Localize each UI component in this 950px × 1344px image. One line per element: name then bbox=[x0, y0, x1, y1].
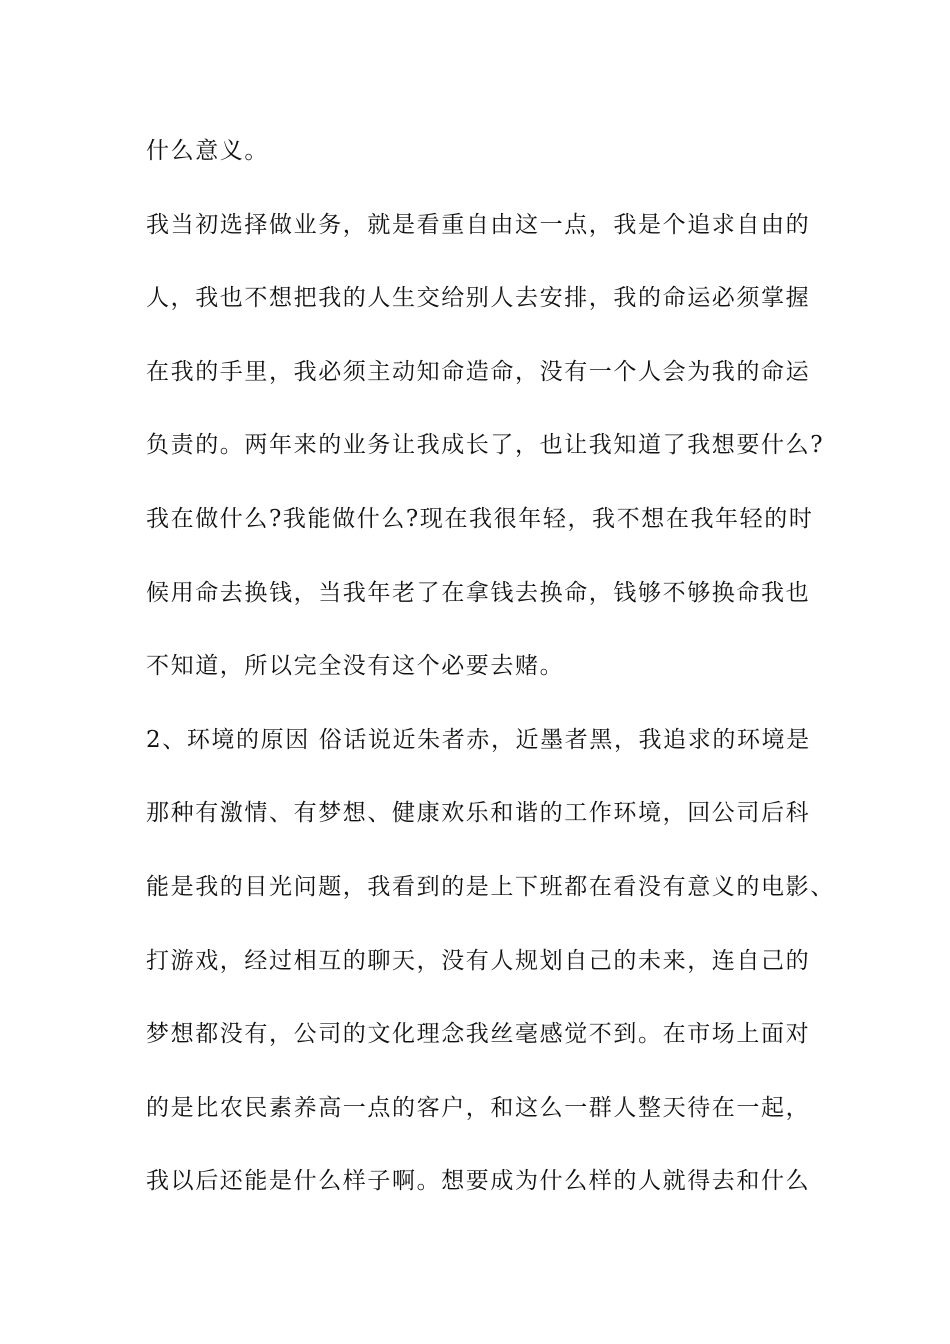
text-line: 我在做什么?我能做什么?现在我很年轻，我不想在我年轻的时 bbox=[146, 505, 814, 532]
text-line: 梦想都没有，公司的文化理念我丝毫感觉不到。在市场上面对 bbox=[146, 1021, 811, 1048]
document-body bbox=[146, 128, 836, 1232]
text-line: 在我的手里，我必须主动知命造命，没有一个人会为我的命运 bbox=[146, 358, 811, 385]
text-line: 能是我的目光问题，我看到的是上下班都在看没有意义的电影、 bbox=[146, 873, 835, 900]
text-line: 我以后还能是什么样子啊。想要成为什么样的人就得去和什么 bbox=[146, 1168, 811, 1195]
text-line: 我当初选择做业务，就是看重自由这一点，我是个追求自由的 bbox=[146, 211, 811, 238]
text-line: 2、环境的原因 俗话说近朱者赤，近墨者黑，我追求的环境是 bbox=[146, 726, 811, 753]
text-line: 那种有激情、有梦想、健康欢乐和谐的工作环境，回公司后科 bbox=[146, 800, 811, 827]
text-line: 不知道，所以完全没有这个必要去赌。 bbox=[146, 653, 565, 680]
text-line: 的是比农民素养高一点的客户，和这么一群人整天待在一起， bbox=[146, 1094, 811, 1121]
text-line: 什么意义。 bbox=[146, 138, 269, 164]
text-line: 候用命去换钱，当我年老了在拿钱去换命，钱够不够换命我也 bbox=[146, 579, 811, 606]
text-line: 人，我也不想把我的人生交给别人去安排，我的命运必须掌握 bbox=[146, 285, 811, 312]
text-line: 打游戏，经过相互的聊天，没有人规划自己的未来，连自己的 bbox=[146, 947, 811, 974]
text-line: 负责的。两年来的业务让我成长了，也让我知道了我想要什么? bbox=[146, 432, 825, 459]
